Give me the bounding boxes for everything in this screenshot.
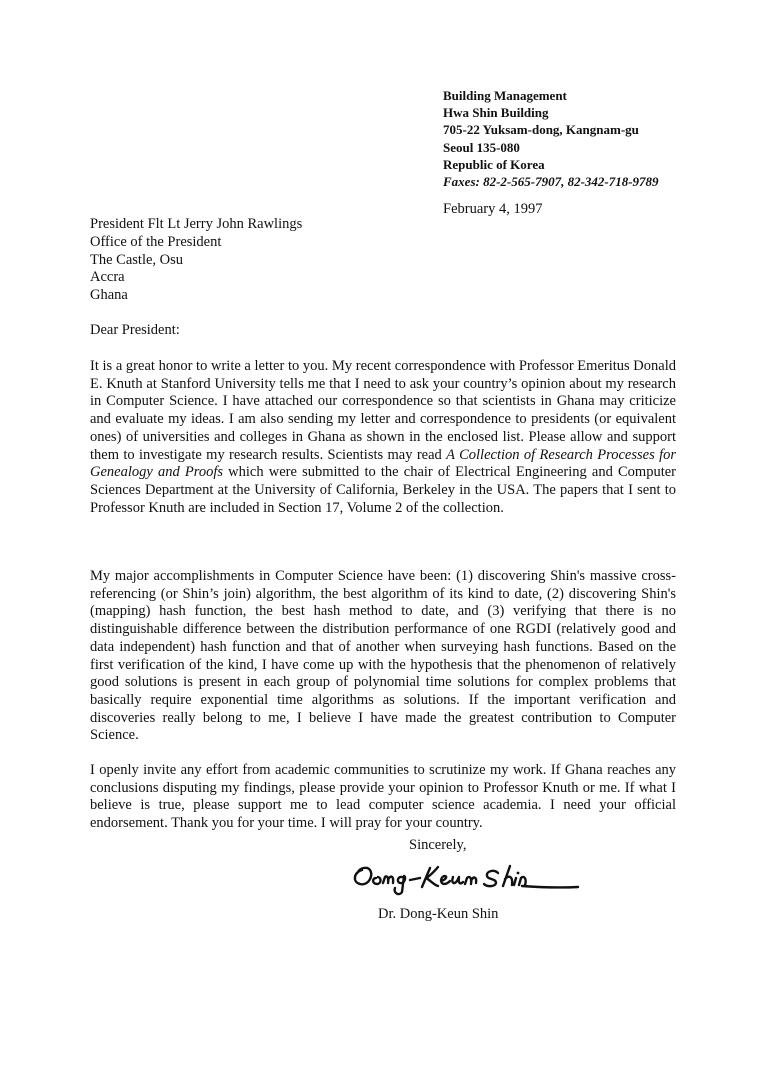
letterhead-line-street: 705-22 Yuksam-dong, Kangnam-gu <box>443 122 639 138</box>
recipient-name: President Flt Lt Jerry John Rawlings <box>90 216 303 232</box>
letterhead-line-organization: Building Management <box>443 88 567 103</box>
handwritten-signature <box>350 856 590 896</box>
paragraph-3-text: I openly invite any effort from academic communities to scrutinize my work. If Ghana reaches any conclusions disputing my findings, please provide your opinion to Professor Knuth or me. If what I believe is true, please support me to lead computer science academia. I need your official endorsement. Thank you for your time. I will pray for your country. <box>90 762 676 832</box>
paragraph-1-text-start: It is a great honor to write a letter to you. My recent correspondence with Professor Emeritus Donald E. Knuth at Stanford University tells me that I need to ask your country’s opinion about my research in Computer Science. I have attached our correspondence so that scientists in Ghana may criticize and evaluate my ideas. I am also sending my letter and correspondence to presidents (or equivalent ones) of universities and colleges in Ghana as shown in the enclosed list. Please allow and support them to investigate my research results. Scientists may read <box>90 358 676 463</box>
recipient-city: Accra <box>90 269 125 286</box>
letter-date: February 4, 1997 <box>443 201 543 217</box>
paragraph-1-text-end: which were submitted to the chair of Electrical Engineering and Computer Sciences Department at the University of California, Berkeley in the USA. The papers that I sent to Professor Knuth are included in Section 17, Volume 2 of the collection. <box>90 464 676 516</box>
body-paragraph-3 <box>90 762 676 833</box>
letterhead-faxes: Faxes: 82-2-565-7907, 82-342-718-9789 <box>443 174 659 190</box>
letterhead-line-city: Seoul 135-080 <box>443 139 520 155</box>
salutation: Dear President: <box>90 322 180 338</box>
closing: Sincerely, <box>409 837 467 853</box>
recipient-office: Office of the President <box>90 233 222 250</box>
publication-title: A Collection of Research Processes for Genealogy and Proofs <box>90 446 677 481</box>
body-paragraph-1 <box>90 358 676 517</box>
signature-graphic <box>350 856 590 896</box>
letterhead-line-building: Hwa Shin Building <box>443 105 549 121</box>
paragraph-2-text: My major accomplishments in Computer Science have been: (1) discovering Shin's massive cross-referencing (or Shin’s join) algorithm, the best algorithm of its kind to date, (2) discovering Shin's (mapping) hash function, the best hash method to date, and (3) verifying that there is no distinguishable difference between the distribution performance of one RGDI (relatively good and data independent) hash function and that of another when surveying hash functions. Based on the first verification of the kind, I have come up with the hypothesis that the phenomenon of relatively good solutions is present in each group of polynomial time solutions for complex problems that basically require exponential time algorithms as solutions. If the important verification and discoveries really belong to me, I believe I have made the greatest contribution to Computer Science. <box>90 568 676 744</box>
recipient-street: The Castle, Osu <box>90 251 184 268</box>
recipient-country: Ghana <box>90 287 128 304</box>
body-paragraph-2 <box>90 568 676 745</box>
letterhead <box>443 87 659 190</box>
signer-name: Dr. Dong-Keun Shin <box>378 906 499 922</box>
recipient-address <box>90 216 302 305</box>
letterhead-line-country: Republic of Korea <box>443 156 545 172</box>
